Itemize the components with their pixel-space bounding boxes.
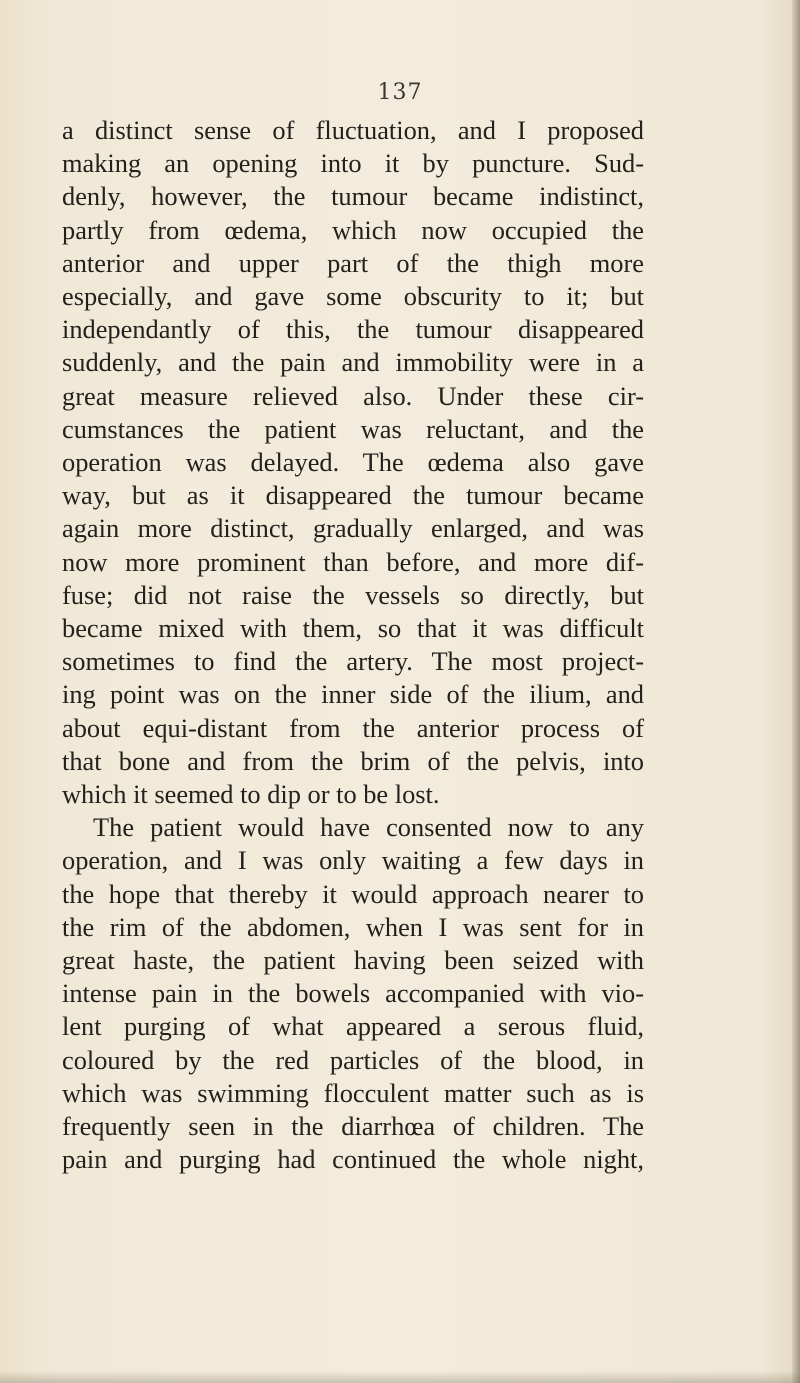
text-line: making an opening into it by puncture. Sud- — [62, 148, 644, 179]
text-line: operation was delayed. The œdema also gave — [62, 447, 644, 478]
text-line: which it seemed to dip or to be lost. — [62, 779, 440, 810]
text-line: suddenly, and the pain and immobility were in a — [62, 347, 644, 378]
text-line: pain and purging had continued the whole night, — [62, 1144, 644, 1175]
text-line: coloured by the red particles of the blood, in — [62, 1044, 644, 1075]
text-line: frequently seen in the diarrhœa of children. The — [62, 1111, 644, 1142]
text-line: way, but as it disappeared the tumour became — [62, 480, 644, 511]
text-line: that bone and from the brim of the pelvis, into — [62, 745, 644, 776]
text-line: about equi-distant from the anterior process of — [62, 712, 644, 743]
text-line: now more prominent than before, and more dif- — [62, 546, 644, 577]
page-bottom-shadow — [0, 1371, 800, 1383]
text-line: fuse; did not raise the vessels so directly, but — [62, 579, 644, 610]
text-line: again more distinct, gradually enlarged, and was — [62, 513, 644, 544]
text-line: especially, and gave some obscurity to it; but — [62, 281, 644, 312]
page-number: 137 — [377, 80, 423, 105]
text-line: lent purging of what appeared a serous fluid, — [62, 1011, 644, 1042]
text-line: a distinct sense of fluctuation, and I proposed — [62, 115, 644, 145]
text-line: sometimes to find the artery. The most project- — [62, 646, 644, 677]
body-text — [62, 114, 644, 1177]
text-line: operation, and I was only waiting a few days in — [62, 845, 644, 876]
text-line: intense pain in the bowels accompanied with vio- — [62, 978, 644, 1009]
text-line: anterior and upper part of the thigh more — [62, 247, 644, 278]
text-line: the rim of the abdomen, when I was sent for in — [62, 911, 644, 942]
paragraph-first-line: The patient would have consented now to any — [93, 812, 644, 843]
text-line: which was swimming flocculent matter such as is — [62, 1077, 644, 1108]
text-line: partly from œdema, which now occupied the — [62, 214, 644, 245]
text-line: the hope that thereby it would approach nearer to — [62, 878, 644, 909]
text-line: denly, however, the tumour became indistinct, — [62, 181, 644, 212]
text-line: independantly of this, the tumour disappeared — [62, 314, 644, 345]
text-line: cumstances the patient was reluctant, and the — [62, 413, 644, 444]
text-line: great measure relieved also. Under these cir- — [62, 380, 644, 411]
text-line: great haste, the patient having been seized with — [62, 945, 644, 976]
page-edge-shadow — [792, 0, 800, 1383]
text-line: ing point was on the inner side of the ilium, and — [62, 679, 644, 710]
text-line: became mixed with them, so that it was difficult — [62, 613, 644, 644]
